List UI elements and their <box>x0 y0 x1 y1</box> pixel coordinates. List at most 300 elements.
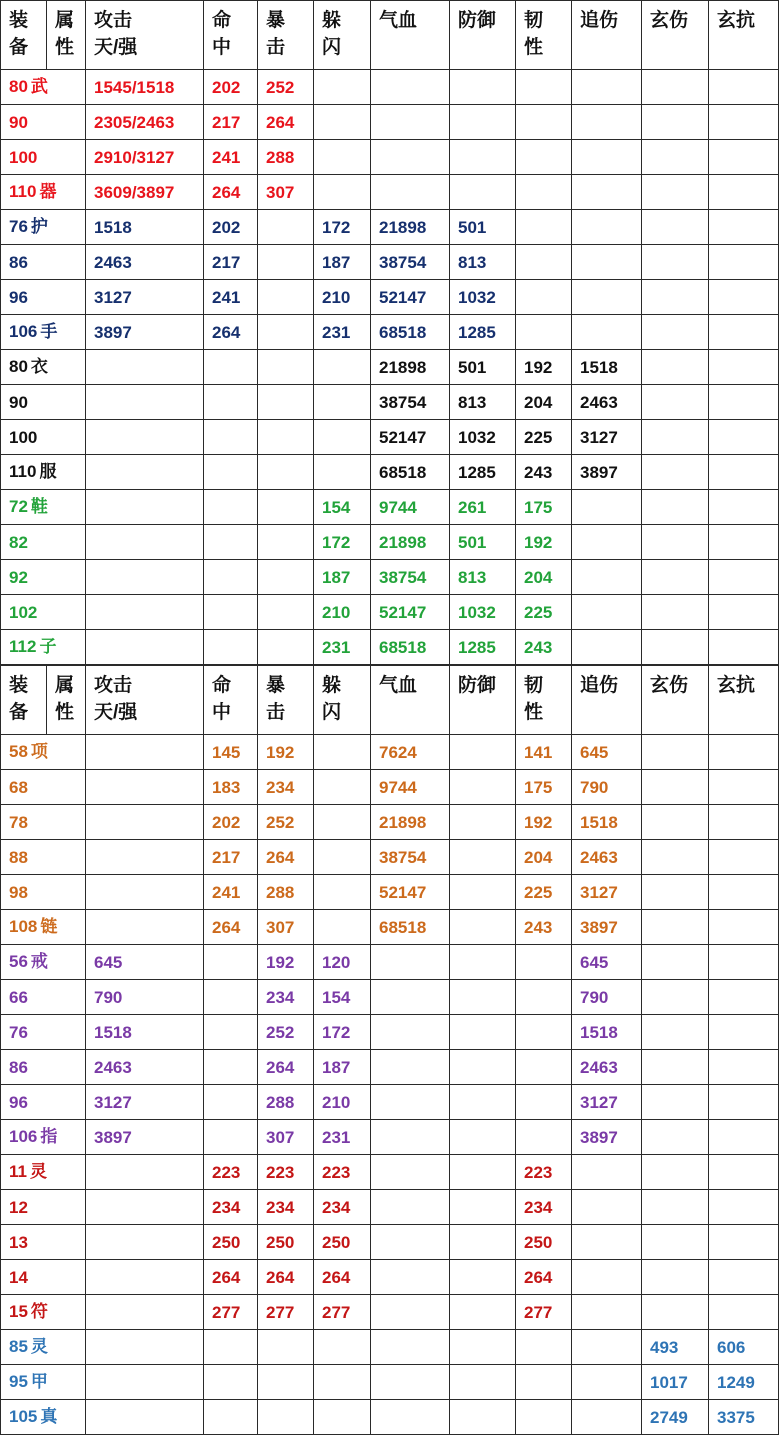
header-attribute-line1: 属 <box>55 675 75 696</box>
cell-crit: 252 <box>258 70 314 105</box>
table-row <box>1 315 779 350</box>
equipment-type-char: 灵 <box>30 1337 48 1357</box>
cell-defense <box>450 805 516 840</box>
cell-mystic-damage <box>642 525 709 560</box>
equipment-cell <box>1 70 86 105</box>
cell-toughness: 192 <box>516 525 572 560</box>
cell-toughness: 225 <box>516 420 572 455</box>
equipment-cell <box>1 770 86 805</box>
cell-dodge: 231 <box>314 315 371 350</box>
cell-defense: 1032 <box>450 420 516 455</box>
cell-crit: 250 <box>258 1225 314 1260</box>
cell-hit <box>204 455 258 490</box>
cell-chase-damage <box>572 630 642 665</box>
cell-hit: 223 <box>204 1155 258 1190</box>
cell-dodge <box>314 350 371 385</box>
equipment-level: 72 <box>9 497 28 516</box>
cell-toughness <box>516 70 572 105</box>
cell-attack <box>86 385 204 420</box>
cell-mystic-damage <box>642 70 709 105</box>
header-crit-line1: 暴 <box>266 675 286 696</box>
cell-toughness: 243 <box>516 910 572 945</box>
equipment-level: 90 <box>9 392 28 412</box>
equipment-cell <box>1 630 86 665</box>
header-defense <box>450 666 516 735</box>
cell-mystic-resist <box>709 280 779 315</box>
cell-toughness: 141 <box>516 735 572 770</box>
cell-chase-damage <box>572 280 642 315</box>
cell-toughness: 250 <box>516 1225 572 1260</box>
cell-defense: 813 <box>450 385 516 420</box>
table-row <box>1 350 779 385</box>
table-row <box>1 420 779 455</box>
cell-attack: 790 <box>86 980 204 1015</box>
cell-hp: 38754 <box>371 385 450 420</box>
cell-crit <box>258 210 314 245</box>
table-row <box>1 1330 779 1365</box>
cell-toughness <box>516 1330 572 1365</box>
table-row <box>1 1015 779 1050</box>
equipment-cell <box>1 1400 86 1435</box>
cell-defense <box>450 1330 516 1365</box>
cell-mystic-damage <box>642 770 709 805</box>
equipment-level: 106 <box>9 1127 38 1146</box>
header-toughness-line2: 性 <box>524 37 544 58</box>
cell-chase-damage <box>572 1400 642 1435</box>
cell-hit: 234 <box>204 1190 258 1225</box>
cell-chase-damage: 790 <box>572 770 642 805</box>
cell-hit <box>204 385 258 420</box>
cell-dodge: 264 <box>314 1260 371 1295</box>
header-attribute-line2: 性 <box>55 702 75 723</box>
equipment-cell <box>1 875 86 910</box>
header-equipment-line1: 装 <box>9 10 29 31</box>
cell-mystic-damage <box>642 420 709 455</box>
cell-chase-damage: 3897 <box>572 1120 642 1155</box>
header-attribute-line2: 性 <box>55 37 75 58</box>
header-attack-line1: 攻击 <box>94 675 133 696</box>
cell-mystic-resist <box>709 1015 779 1050</box>
header-crit-line2: 击 <box>266 37 286 58</box>
cell-hp: 21898 <box>371 350 450 385</box>
header-hit-line2: 中 <box>212 37 232 58</box>
cell-mystic-damage <box>642 945 709 980</box>
cell-hp: 9744 <box>371 490 450 525</box>
cell-hit <box>204 525 258 560</box>
table-row <box>1 980 779 1015</box>
table-row <box>1 735 779 770</box>
equipment-cell <box>1 805 86 840</box>
cell-hp <box>371 1295 450 1330</box>
cell-hit: 250 <box>204 1225 258 1260</box>
equipment-cell <box>1 455 86 490</box>
cell-dodge: 187 <box>314 1050 371 1085</box>
cell-mystic-damage <box>642 630 709 665</box>
cell-chase-damage <box>572 1190 642 1225</box>
cell-dodge <box>314 1365 371 1400</box>
cell-mystic-resist <box>709 490 779 525</box>
cell-toughness <box>516 175 572 210</box>
cell-hp <box>371 1400 450 1435</box>
header-attribute <box>47 1 86 70</box>
header-dodge-line2: 闪 <box>322 702 342 723</box>
cell-toughness <box>516 1365 572 1400</box>
cell-hp: 21898 <box>371 210 450 245</box>
header-toughness-line1: 韧 <box>524 675 544 696</box>
cell-hit <box>204 1085 258 1120</box>
header-hit <box>204 1 258 70</box>
cell-chase-damage <box>572 70 642 105</box>
cell-hp <box>371 980 450 1015</box>
cell-attack <box>86 350 204 385</box>
cell-chase-damage <box>572 105 642 140</box>
cell-hit <box>204 1050 258 1085</box>
cell-hp <box>371 1260 450 1295</box>
equipment-level: 13 <box>9 1232 28 1252</box>
cell-chase-damage <box>572 315 642 350</box>
header-crit <box>258 666 314 735</box>
equipment-cell <box>1 105 86 140</box>
header-dodge-line1: 躲 <box>322 675 342 696</box>
cell-dodge <box>314 840 371 875</box>
cell-chase-damage: 2463 <box>572 1050 642 1085</box>
cell-mystic-resist <box>709 385 779 420</box>
cell-toughness <box>516 315 572 350</box>
cell-crit <box>258 1330 314 1365</box>
cell-hit <box>204 420 258 455</box>
equipment-level: 14 <box>9 1267 28 1287</box>
cell-hit: 145 <box>204 735 258 770</box>
header-attack <box>86 1 204 70</box>
cell-attack <box>86 1190 204 1225</box>
header-mystic-damage <box>642 666 709 735</box>
cell-defense <box>450 105 516 140</box>
cell-chase-damage: 3127 <box>572 875 642 910</box>
cell-mystic-damage <box>642 175 709 210</box>
cell-chase-damage: 3127 <box>572 420 642 455</box>
cell-attack <box>86 1225 204 1260</box>
cell-crit: 307 <box>258 910 314 945</box>
cell-chase-damage <box>572 1260 642 1295</box>
cell-hit: 241 <box>204 875 258 910</box>
cell-chase-damage: 645 <box>572 735 642 770</box>
equipment-type-char: 链 <box>40 917 58 937</box>
cell-mystic-damage <box>642 595 709 630</box>
table-row <box>1 490 779 525</box>
cell-mystic-resist <box>709 1120 779 1155</box>
equipment-cell <box>1 315 86 350</box>
equipment-cell <box>1 175 86 210</box>
cell-attack <box>86 1295 204 1330</box>
cell-hit: 217 <box>204 840 258 875</box>
cell-crit <box>258 280 314 315</box>
header-attack-line2: 天/强 <box>94 702 138 723</box>
cell-hp <box>371 1155 450 1190</box>
table-row <box>1 105 779 140</box>
cell-attack <box>86 875 204 910</box>
cell-chase-damage: 3897 <box>572 455 642 490</box>
header-equipment <box>1 1 47 70</box>
cell-hit: 202 <box>204 805 258 840</box>
cell-hp: 68518 <box>371 630 450 665</box>
cell-hp: 38754 <box>371 840 450 875</box>
equipment-cell <box>1 1015 86 1050</box>
cell-hp: 21898 <box>371 805 450 840</box>
cell-crit: 192 <box>258 945 314 980</box>
cell-mystic-damage <box>642 350 709 385</box>
cell-crit: 307 <box>258 175 314 210</box>
cell-defense <box>450 1120 516 1155</box>
cell-dodge <box>314 770 371 805</box>
cell-crit: 223 <box>258 1155 314 1190</box>
cell-dodge <box>314 455 371 490</box>
equipment-level: 80 <box>9 357 28 376</box>
equipment-cell <box>1 945 86 980</box>
cell-defense: 501 <box>450 350 516 385</box>
cell-crit: 288 <box>258 875 314 910</box>
cell-dodge: 154 <box>314 980 371 1015</box>
cell-hit: 217 <box>204 245 258 280</box>
header-toughness-line1: 韧 <box>524 10 544 31</box>
cell-defense <box>450 1365 516 1400</box>
cell-chase-damage <box>572 140 642 175</box>
cell-hp <box>371 945 450 980</box>
cell-chase-damage <box>572 210 642 245</box>
cell-hit <box>204 595 258 630</box>
header-crit-line1: 暴 <box>266 10 286 31</box>
cell-toughness <box>516 1050 572 1085</box>
equipment-cell <box>1 1120 86 1155</box>
cell-hp <box>371 1015 450 1050</box>
cell-crit: 234 <box>258 1190 314 1225</box>
cell-hit: 217 <box>204 105 258 140</box>
cell-defense: 501 <box>450 210 516 245</box>
cell-defense: 261 <box>450 490 516 525</box>
cell-dodge: 154 <box>314 490 371 525</box>
cell-hit <box>204 560 258 595</box>
cell-hit: 264 <box>204 175 258 210</box>
cell-attack <box>86 735 204 770</box>
header-hp-line1: 气血 <box>379 675 418 696</box>
header-dodge <box>314 666 371 735</box>
cell-defense <box>450 945 516 980</box>
cell-attack <box>86 525 204 560</box>
equipment-cell <box>1 1085 86 1120</box>
table-row <box>1 70 779 105</box>
cell-hp: 52147 <box>371 280 450 315</box>
cell-hp: 52147 <box>371 595 450 630</box>
cell-crit <box>258 350 314 385</box>
cell-defense <box>450 735 516 770</box>
cell-mystic-damage <box>642 1015 709 1050</box>
equipment-level: 98 <box>9 882 28 902</box>
cell-defense <box>450 770 516 805</box>
equipment-cell <box>1 350 86 385</box>
cell-dodge <box>314 1330 371 1365</box>
equipment-cell <box>1 1155 86 1190</box>
table-row <box>1 1155 779 1190</box>
cell-mystic-resist <box>709 560 779 595</box>
cell-dodge <box>314 140 371 175</box>
header-mystic-resist-line1: 玄抗 <box>717 675 756 696</box>
cell-chase-damage <box>572 1295 642 1330</box>
cell-dodge <box>314 105 371 140</box>
cell-mystic-resist <box>709 525 779 560</box>
equipment-type-char: 指 <box>40 1127 58 1147</box>
equipment-cell <box>1 385 86 420</box>
cell-mystic-resist <box>709 245 779 280</box>
table-row <box>1 1050 779 1085</box>
cell-attack <box>86 560 204 595</box>
cell-hp: 68518 <box>371 455 450 490</box>
cell-toughness: 175 <box>516 490 572 525</box>
table-row <box>1 1085 779 1120</box>
cell-mystic-damage <box>642 560 709 595</box>
equipment-type-char: 护 <box>30 217 48 237</box>
header-attack <box>86 666 204 735</box>
cell-hp <box>371 70 450 105</box>
equipment-table-upper <box>0 0 779 665</box>
equipment-level: 12 <box>9 1197 28 1217</box>
equipment-level: 11 <box>9 1162 27 1181</box>
cell-mystic-resist <box>709 595 779 630</box>
cell-mystic-damage <box>642 105 709 140</box>
cell-mystic-damage <box>642 1120 709 1155</box>
cell-chase-damage <box>572 490 642 525</box>
equipment-table-lower <box>0 665 779 1435</box>
cell-attack: 2463 <box>86 1050 204 1085</box>
table-row <box>1 1365 779 1400</box>
cell-toughness <box>516 210 572 245</box>
header-toughness-line2: 性 <box>524 702 544 723</box>
equipment-type-char: 器 <box>39 182 57 202</box>
cell-mystic-resist: 1249 <box>709 1365 779 1400</box>
cell-attack <box>86 420 204 455</box>
cell-dodge <box>314 70 371 105</box>
cell-defense <box>450 1015 516 1050</box>
cell-attack <box>86 805 204 840</box>
cell-attack: 645 <box>86 945 204 980</box>
equipment-level: 86 <box>9 252 28 272</box>
cell-attack <box>86 630 204 665</box>
cell-attack <box>86 1400 204 1435</box>
equipment-cell <box>1 1225 86 1260</box>
cell-attack <box>86 490 204 525</box>
cell-toughness <box>516 140 572 175</box>
equipment-cell <box>1 140 86 175</box>
header-crit-line2: 击 <box>266 702 286 723</box>
equipment-level: 58 <box>9 742 28 761</box>
cell-toughness <box>516 280 572 315</box>
cell-hp <box>371 105 450 140</box>
cell-mystic-resist <box>709 175 779 210</box>
equipment-cell <box>1 560 86 595</box>
cell-mystic-resist <box>709 105 779 140</box>
cell-hp: 68518 <box>371 910 450 945</box>
cell-crit <box>258 560 314 595</box>
cell-mystic-resist <box>709 945 779 980</box>
cell-hit <box>204 630 258 665</box>
cell-toughness: 234 <box>516 1190 572 1225</box>
cell-chase-damage: 1518 <box>572 1015 642 1050</box>
cell-hit <box>204 980 258 1015</box>
cell-mystic-damage <box>642 1260 709 1295</box>
cell-crit <box>258 315 314 350</box>
table-row <box>1 595 779 630</box>
header-row <box>1 666 779 735</box>
equipment-cell <box>1 1330 86 1365</box>
header-chase-damage <box>572 666 642 735</box>
equipment-type-char: 项 <box>30 742 48 762</box>
cell-crit <box>258 630 314 665</box>
equipment-level: 86 <box>9 1057 28 1077</box>
table-row <box>1 770 779 805</box>
equipment-type-char: 甲 <box>30 1372 48 1392</box>
cell-toughness: 192 <box>516 350 572 385</box>
cell-hit: 183 <box>204 770 258 805</box>
cell-chase-damage: 2463 <box>572 385 642 420</box>
cell-mystic-damage <box>642 980 709 1015</box>
cell-attack <box>86 1365 204 1400</box>
cell-crit: 264 <box>258 105 314 140</box>
equipment-type-char: 鞋 <box>30 497 48 517</box>
cell-toughness <box>516 1400 572 1435</box>
cell-mystic-resist <box>709 1085 779 1120</box>
cell-hit: 241 <box>204 140 258 175</box>
cell-hp: 21898 <box>371 525 450 560</box>
cell-defense <box>450 1190 516 1225</box>
cell-mystic-resist <box>709 875 779 910</box>
cell-defense: 1032 <box>450 280 516 315</box>
equipment-cell <box>1 1190 86 1225</box>
cell-hp <box>371 1225 450 1260</box>
equipment-level: 110 <box>9 182 37 201</box>
header-equipment-line2: 备 <box>9 702 29 723</box>
header-hit-line2: 中 <box>212 702 232 723</box>
cell-hp: 38754 <box>371 560 450 595</box>
cell-dodge <box>314 875 371 910</box>
header-crit <box>258 1 314 70</box>
cell-defense: 1285 <box>450 630 516 665</box>
cell-attack: 1518 <box>86 1015 204 1050</box>
header-chase-damage-line1: 追伤 <box>580 10 619 31</box>
equipment-level: 15 <box>9 1302 28 1321</box>
cell-mystic-resist <box>709 735 779 770</box>
table-row <box>1 805 779 840</box>
cell-attack: 2910/3127 <box>86 140 204 175</box>
cell-attack: 3127 <box>86 280 204 315</box>
equipment-level: 95 <box>9 1372 28 1391</box>
cell-hit: 241 <box>204 280 258 315</box>
cell-dodge <box>314 805 371 840</box>
equipment-cell <box>1 1050 86 1085</box>
equipment-level: 66 <box>9 987 28 1007</box>
table-row <box>1 1190 779 1225</box>
cell-crit <box>258 385 314 420</box>
cell-hp <box>371 175 450 210</box>
cell-mystic-resist <box>709 805 779 840</box>
cell-mystic-resist: 3375 <box>709 1400 779 1435</box>
equipment-type-char: 武 <box>30 77 48 97</box>
cell-attack: 3897 <box>86 1120 204 1155</box>
cell-chase-damage: 2463 <box>572 840 642 875</box>
equipment-cell <box>1 490 86 525</box>
cell-dodge: 231 <box>314 1120 371 1155</box>
header-attack-line1: 攻击 <box>94 10 133 31</box>
cell-crit: 234 <box>258 980 314 1015</box>
cell-defense <box>450 140 516 175</box>
equipment-cell <box>1 1260 86 1295</box>
